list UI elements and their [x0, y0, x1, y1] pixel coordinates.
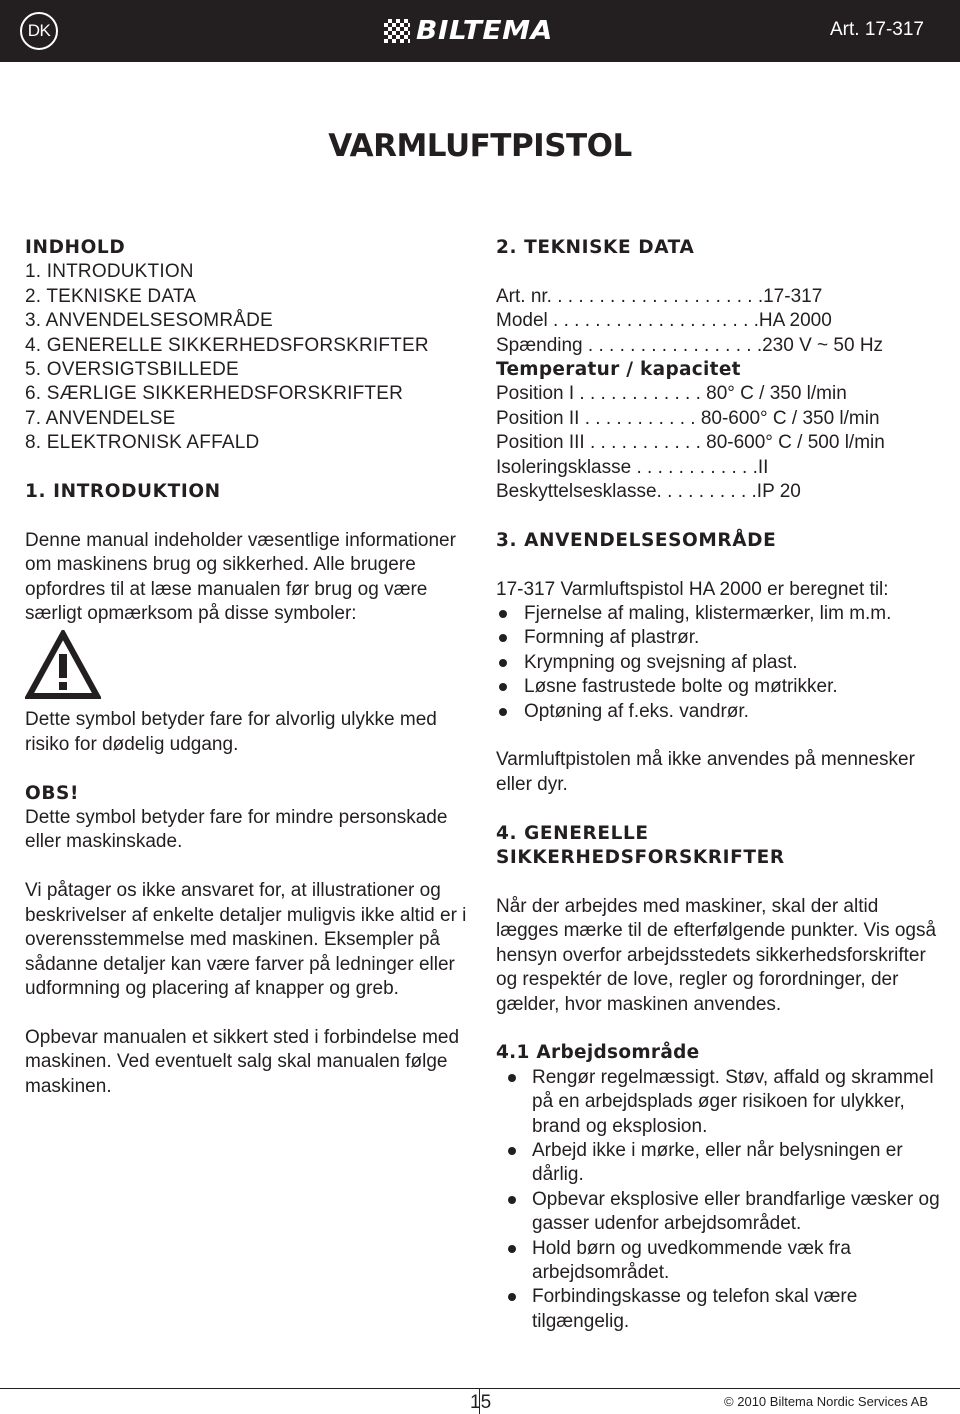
- toc-item: 3. ANVENDELSESOMRÅDE: [25, 310, 273, 332]
- spec-row: Model . . . . . . . . . . . . . . . . . . . .HA 2000: [496, 310, 832, 332]
- intro-heading: 1. INTRODUKTION: [25, 481, 221, 503]
- spec-row: Beskyttelsesklasse. . . . . . . . . .IP 20: [496, 481, 801, 503]
- brand-name: BILTEMA: [416, 16, 553, 46]
- list-item: Hold børn og uvedkommende væk fra arbejdsområdet.: [496, 1237, 941, 1286]
- contents-heading: INDHOLD: [25, 237, 126, 258]
- list-item: Arbejd ikke i mørke, eller når belysningen er dårlig.: [496, 1139, 941, 1188]
- tech-heading: 2. TEKNISKE DATA: [496, 237, 695, 258]
- work-area-list: [496, 1066, 941, 1334]
- general-paragraph: Når der arbejdes med maskiner, skal der altid lægges mærke til de efterfølgende punkter. Vis også hensyn overfor arbejdsstedets sikkerhedsforskrifter og respektér de love, regler og forordninger, der gælder, hvor maskinen anvendes.: [496, 895, 937, 1015]
- general-heading: SIKKERHEDSFORSKRIFTER: [496, 847, 785, 869]
- warning-description: Dette symbol betyder fare for alvorlig ulykke med risiko for dødelig udgang.: [25, 709, 437, 755]
- list-item: Forbindingskasse og telefon skal være tilgængelig.: [496, 1285, 941, 1334]
- table-of-contents: [25, 260, 470, 455]
- warning-triangle-icon: [25, 630, 470, 702]
- tech-subheading: Temperatur / kapacitet: [496, 359, 741, 381]
- list-item: Fjernelse af maling, klistermærker, lim m.m.: [496, 602, 941, 626]
- list-item: Krympning og svejsning af plast.: [496, 651, 941, 675]
- list-item: Formning af plastrør.: [496, 626, 941, 650]
- disclaimer-paragraph: Vi påtager os ikke ansvaret for, at illustrationer og beskrivelser af enkelte detaljer muligvis ikke altid er i overensstemmelse med maskinen. Eksempler på sådanne detaljer kan være farver på ledninger eller udformning og placering af knapper og greb.: [25, 880, 467, 999]
- brand-logo: [384, 16, 553, 46]
- toc-item: 4. GENERELLE SIKKERHEDSFORSKRIFTER: [25, 334, 429, 356]
- right-column: [496, 236, 941, 1334]
- language-badge: DK: [20, 12, 58, 50]
- usage-heading: 3. ANVENDELSESOMRÅDE: [496, 529, 777, 551]
- spec-row: Position III . . . . . . . . . . . 80-600° C / 500 l/min: [496, 432, 885, 454]
- list-item: Løsne fastrustede bolte og møtrikker.: [496, 675, 941, 699]
- spec-row: Art. nr. . . . . . . . . . . . . . . . . . . . .17-317: [496, 285, 823, 307]
- usage-list: [496, 602, 941, 724]
- footer-divider: [0, 1388, 960, 1389]
- spec-row: Position I . . . . . . . . . . . . 80° C / 350 l/min: [496, 383, 847, 405]
- left-column: [25, 236, 470, 1099]
- obs-description: Dette symbol betyder fare for mindre personskade eller maskinskade.: [25, 807, 448, 853]
- toc-item: 1. INTRODUKTION: [25, 261, 194, 283]
- toc-item: 2. TEKNISKE DATA: [25, 285, 197, 307]
- toc-item: 8. ELEKTRONISK AFFALD: [25, 432, 260, 454]
- toc-item: 6. SÆRLIGE SIKKERHEDSFORSKRIFTER: [25, 383, 404, 405]
- usage-intro: 17-317 Varmluftspistol HA 2000 er beregnet til:: [496, 578, 889, 600]
- list-item: Optøning af f.eks. vandrør.: [496, 700, 941, 724]
- spec-row: Spænding . . . . . . . . . . . . . . . . .230 V ~ 50 Hz: [496, 334, 884, 356]
- obs-label: OBS!: [25, 782, 79, 804]
- work-area-heading: 4.1 Arbejdsområde: [496, 1042, 700, 1064]
- usage-note: Varmluftpistolen må ikke anvendes på mennesker eller dyr.: [496, 749, 915, 795]
- list-item: Opbevar eksplosive eller brandfarlige væsker og gasser udenfor arbejdsområdet.: [496, 1188, 941, 1237]
- page-number: 15: [470, 1392, 492, 1413]
- article-number: Art. 17-317: [830, 19, 924, 40]
- toc-item: 7. ANVENDELSE: [25, 407, 176, 429]
- spec-row: Isoleringsklasse . . . . . . . . . . . .II: [496, 456, 769, 478]
- intro-paragraph: Denne manual indeholder væsentlige informationer om maskinens brug og sikkerhed. Alle brugere opfordres til at læse manualen før brug og være særligt opmærksom på disse symboler:: [25, 529, 456, 625]
- list-item: Rengør regelmæssigt. Støv, affald og skrammel på en arbejdsplads øger risikoen for ulykker, brand og eksplosion.: [496, 1066, 941, 1139]
- toc-item: 5. OVERSIGTSBILLEDE: [25, 359, 239, 381]
- storage-paragraph: Opbevar manualen et sikkert sted i forbindelse med maskinen. Ved eventuelt salg skal manualen følge maskinen.: [25, 1026, 460, 1097]
- general-heading: 4. GENERELLE: [496, 822, 649, 844]
- checkered-flag-icon: [384, 19, 410, 43]
- copyright-notice: © 2010 Biltema Nordic Services AB: [724, 1394, 928, 1409]
- header-bar: [0, 0, 960, 62]
- document-title: VARMLUFTPISTOL: [328, 128, 632, 164]
- spec-row: Position II . . . . . . . . . . . 80-600° C / 350 l/min: [496, 407, 880, 429]
